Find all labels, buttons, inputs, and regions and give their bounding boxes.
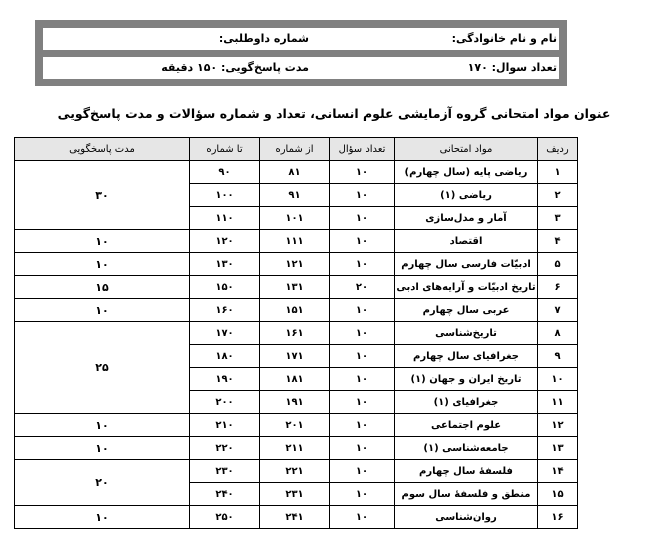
row-number-cell: ۲: [538, 184, 578, 207]
from-number-cell: ۱۲۱: [260, 253, 330, 276]
from-number-cell: ۲۲۱: [260, 460, 330, 483]
to-number-cell: ۱۷۰: [190, 322, 260, 345]
question-count-cell: ۱۰: [330, 437, 395, 460]
to-number-cell: ۲۳۰: [190, 460, 260, 483]
from-number-cell: ۲۱۱: [260, 437, 330, 460]
subject-cell: ادبیّات فارسی سال چهارم: [395, 253, 538, 276]
col-header-to: تا شماره: [190, 138, 260, 161]
from-number-cell: ۱۱۱: [260, 230, 330, 253]
from-number-cell: ۸۱: [260, 161, 330, 184]
question-count-cell: ۱۰: [330, 322, 395, 345]
duration-cell: ۱۵: [15, 276, 190, 299]
subject-cell: جغرافیای (۱): [395, 391, 538, 414]
duration-label: مدت پاسخ‌گویی: ۱۵۰ دقیقه: [161, 61, 309, 74]
from-number-cell: ۲۳۱: [260, 483, 330, 506]
to-number-cell: ۲۱۰: [190, 414, 260, 437]
question-count-cell: ۱۰: [330, 368, 395, 391]
row-number-cell: ۱۲: [538, 414, 578, 437]
question-count-cell: ۱۰: [330, 414, 395, 437]
subject-cell: تاریخ ادبیّات و آرایه‌های ادبی: [395, 276, 538, 299]
to-number-cell: ۱۸۰: [190, 345, 260, 368]
row-number-cell: ۱۳: [538, 437, 578, 460]
to-number-cell: ۱۱۰: [190, 207, 260, 230]
from-number-cell: ۱۷۱: [260, 345, 330, 368]
to-number-cell: ۲۴۰: [190, 483, 260, 506]
row-number-cell: ۱۵: [538, 483, 578, 506]
row-number-cell: ۵: [538, 253, 578, 276]
to-number-cell: ۱۲۰: [190, 230, 260, 253]
duration-cell: ۲۵: [15, 322, 190, 414]
subject-cell: عربی سال چهارم: [395, 299, 538, 322]
subject-cell: منطق و فلسفهٔ سال سوم: [395, 483, 538, 506]
row-number-cell: ۱۰: [538, 368, 578, 391]
row-number-cell: ۶: [538, 276, 578, 299]
candidate-info-box: [35, 20, 567, 86]
question-count-cell: ۲۰: [330, 276, 395, 299]
row-number-cell: ۹: [538, 345, 578, 368]
question-count-label: تعداد سوال: ۱۷۰: [467, 61, 557, 74]
subject-cell: تاریخ ایران و جهان (۱): [395, 368, 538, 391]
to-number-cell: ۲۲۰: [190, 437, 260, 460]
from-number-cell: ۹۱: [260, 184, 330, 207]
to-number-cell: ۹۰: [190, 161, 260, 184]
name-label: نام و نام خانوادگی:: [451, 32, 557, 45]
subject-cell: روان‌شناسی: [395, 506, 538, 529]
to-number-cell: ۱۰۰: [190, 184, 260, 207]
subject-cell: تاریخ‌شناسی: [395, 322, 538, 345]
question-count-cell: ۱۰: [330, 230, 395, 253]
subject-cell: جغرافیای سال چهارم: [395, 345, 538, 368]
question-count-cell: ۱۰: [330, 460, 395, 483]
duration-cell: ۱۰: [15, 437, 190, 460]
row-number-cell: ۱: [538, 161, 578, 184]
exam-subjects-table: [14, 137, 578, 529]
duration-cell: ۲۰: [15, 460, 190, 506]
row-number-cell: ۷: [538, 299, 578, 322]
col-header-row-number: ردیف: [538, 138, 578, 161]
from-number-cell: ۱۹۱: [260, 391, 330, 414]
to-number-cell: ۲۰۰: [190, 391, 260, 414]
question-count-cell: ۱۰: [330, 161, 395, 184]
to-number-cell: ۱۶۰: [190, 299, 260, 322]
from-number-cell: ۱۳۱: [260, 276, 330, 299]
from-number-cell: ۱۸۱: [260, 368, 330, 391]
row-number-cell: ۱۴: [538, 460, 578, 483]
row-number-cell: ۱۶: [538, 506, 578, 529]
question-count-cell: ۱۰: [330, 506, 395, 529]
subject-cell: ریاضی پایه (سال چهارم): [395, 161, 538, 184]
row-number-cell: ۴: [538, 230, 578, 253]
duration-cell: ۱۰: [15, 253, 190, 276]
table-row: [15, 506, 578, 529]
subject-cell: ریاضی (۱): [395, 184, 538, 207]
to-number-cell: ۱۵۰: [190, 276, 260, 299]
from-number-cell: ۲۴۱: [260, 506, 330, 529]
duration-cell: ۳۰: [15, 161, 190, 230]
subject-cell: جامعه‌شناسی (۱): [395, 437, 538, 460]
from-number-cell: ۱۰۱: [260, 207, 330, 230]
table-row: [15, 161, 578, 184]
subject-cell: فلسفهٔ سال چهارم: [395, 460, 538, 483]
table-row: [15, 276, 578, 299]
col-header-from: از شماره: [260, 138, 330, 161]
question-count-cell: ۱۰: [330, 345, 395, 368]
duration-cell: ۱۰: [15, 299, 190, 322]
subject-cell: علوم اجتماعی: [395, 414, 538, 437]
duration-cell: ۱۰: [15, 506, 190, 529]
table-row: [15, 253, 578, 276]
table-row: [15, 230, 578, 253]
from-number-cell: ۲۰۱: [260, 414, 330, 437]
row-number-cell: ۸: [538, 322, 578, 345]
to-number-cell: ۱۹۰: [190, 368, 260, 391]
question-count-cell: ۱۰: [330, 299, 395, 322]
info-line-1: [43, 28, 559, 50]
question-count-cell: ۱۰: [330, 483, 395, 506]
duration-cell: ۱۰: [15, 414, 190, 437]
duration-cell: ۱۰: [15, 230, 190, 253]
table-row: [15, 299, 578, 322]
question-count-cell: ۱۰: [330, 253, 395, 276]
to-number-cell: ۲۵۰: [190, 506, 260, 529]
table-header-row: [15, 138, 578, 161]
row-number-cell: ۳: [538, 207, 578, 230]
table-row: [15, 414, 578, 437]
row-number-cell: ۱۱: [538, 391, 578, 414]
question-count-cell: ۱۰: [330, 184, 395, 207]
question-count-cell: ۱۰: [330, 391, 395, 414]
from-number-cell: ۱۶۱: [260, 322, 330, 345]
candidate-number-label: شماره داوطلبی:: [218, 32, 309, 45]
info-line-2: [43, 57, 559, 79]
subject-cell: آمار و مدل‌سازی: [395, 207, 538, 230]
question-count-cell: ۱۰: [330, 207, 395, 230]
col-header-subject: مواد امتحانی: [395, 138, 538, 161]
from-number-cell: ۱۵۱: [260, 299, 330, 322]
table-row: [15, 460, 578, 483]
table-row: [15, 437, 578, 460]
table-row: [15, 322, 578, 345]
page-title: عنوان مواد امتحانی گروه آزمایشی علوم انسانی، تعداد و شماره سؤالات و مدت پاسخ‌گویی: [57, 106, 611, 121]
col-header-count: تعداد سؤال: [330, 138, 395, 161]
to-number-cell: ۱۳۰: [190, 253, 260, 276]
subject-cell: اقتصاد: [395, 230, 538, 253]
col-header-duration: مدت پاسخگویی: [15, 138, 190, 161]
